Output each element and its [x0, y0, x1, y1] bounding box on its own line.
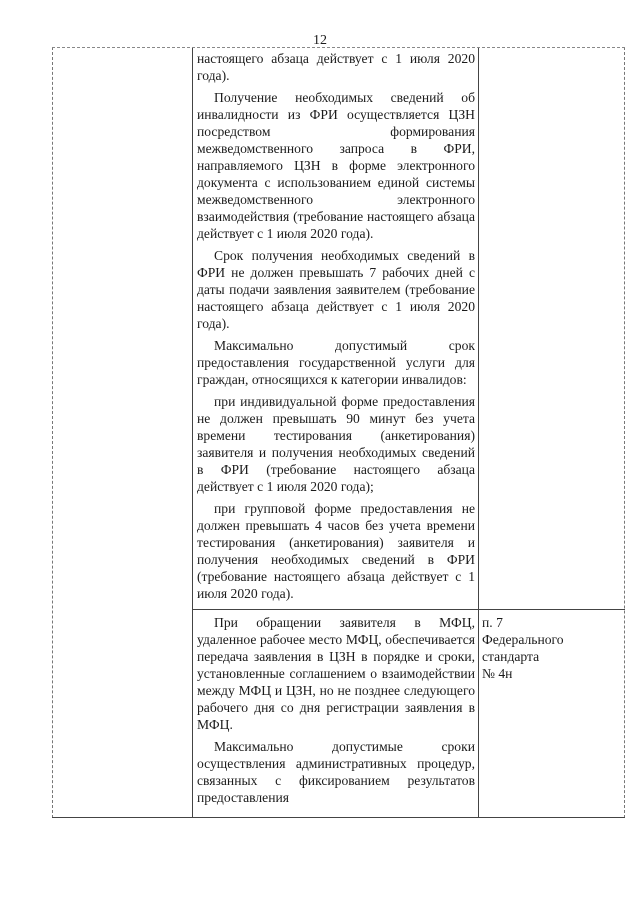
column-divider-2: [478, 47, 479, 818]
paragraph: при групповой форме предоставления не должен превышать 4 часов без учета времени тестирования (анкетирования) заявителя и получения необходимых сведений в ФРИ (требование настоящего абзаца действует с 1 июля 2020 года).: [197, 501, 475, 601]
paragraph: При обращении заявителя в МФЦ, удаленное рабочее место МФЦ, обеспечивается передача заявления в ЦЗН в порядке и сроки, установленные соглашением о взаимодействии между МФЦ и ЦЗН, но не позднее следующего рабочего дня со дня регистрации заявления в МФЦ.: [197, 615, 475, 732]
paragraph: при индивидуальной форме предоставления не должен превышать 90 минут без учета времени тестирования (анкетирования) заявителя и получения необходимых сведений в ФРИ (требование настоящего абзаца действует с 1 июля 2020 года);: [197, 394, 475, 494]
column-divider-1: [192, 47, 193, 818]
table-border-top: [52, 47, 625, 48]
paragraph: Получение необходимых сведений об инвалидности из ФРИ осуществляется ЦЗН посредством формирования межведомственного запроса в ФРИ, направляемого ЦЗН в форме электронного документа с использованием единой системы межведомственного электронного взаимодействия (требование настоящего абзаца действует с 1 июля 2020 года).: [197, 90, 475, 241]
page-number: 12: [313, 33, 327, 48]
table-border-right: [624, 47, 625, 818]
reference-line: стандарта: [482, 649, 540, 664]
cell-requirements-invalids: [197, 50, 475, 607]
paragraph: Максимально допустимые сроки осуществления административных процедур, связанных с фиксированием результатов предоставления: [197, 739, 475, 805]
paragraph: Срок получения необходимых сведений в ФРИ не должен превышать 7 рабочих дней с даты подачи заявления заявителем (требование настоящего абзаца действует с 1 июля 2020 года).: [197, 248, 475, 331]
reference-line: Федерального: [482, 632, 564, 647]
table-border-bottom: [52, 817, 625, 818]
table-border-left: [52, 47, 53, 818]
cell-mfc-transfer: [197, 614, 475, 811]
document-table: [52, 47, 625, 818]
cell-legal-reference: [482, 614, 622, 682]
reference-line: № 4н: [482, 666, 513, 681]
paragraph: настоящего абзаца действует с 1 июля 2020 года).: [197, 51, 475, 83]
paragraph: Максимально допустимый срок предоставления государственной услуги для граждан, относящихся к категории инвалидов:: [197, 338, 475, 387]
reference-line: п. 7: [482, 615, 503, 630]
row-divider: [192, 609, 625, 610]
